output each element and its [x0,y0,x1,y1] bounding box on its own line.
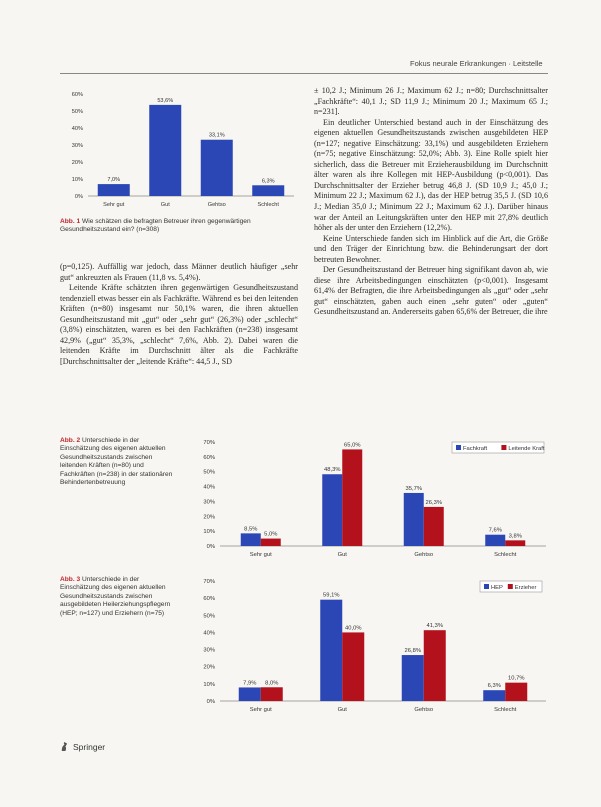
fig2-legend-swatch [501,445,506,450]
page-footer [60,741,105,752]
fig1-category-label: Gehtso [207,202,226,208]
figure-1-caption-label: Abb. 1 [60,218,81,225]
fig3-bar [505,683,527,701]
fig1-ytick-label: 50% [71,109,83,115]
fig2-bar [485,535,505,546]
fig3-data-label: 7,9% [243,680,257,687]
fig2-category-label: Schlecht [494,552,517,558]
fig2-ytick-label: 50% [203,469,215,476]
fig2-ytick-label: 0% [206,544,215,550]
fig1-data-label: 33,1% [208,132,225,139]
fig3-legend-swatch [508,584,513,589]
fig3-category-label: Sehr gut [249,707,272,713]
fig3-category-label: Gut [337,707,347,713]
fig2-category-label: Gut [337,552,347,558]
figure-2-caption-text: Unterschiede in der Einschätzung des eigenen aktuellen Gesundheitszustands zwischen leitenden Kräften (n=80) und Fachkräften (n=238) in der stationären Behindertenbetreuung [60,437,173,487]
running-header: Fokus neurale Erkrankungen · Leitstelle [410,59,543,68]
fig2-data-label: 7,6% [488,527,502,534]
figure-3-bar-chart [190,573,554,723]
figure-2-caption-label: Abb. 2 [60,437,81,444]
fig2-ytick-label: 60% [203,454,215,461]
fig3-ytick-label: 10% [203,681,215,688]
fig2-data-label: 8,5% [244,526,258,533]
fig2-ytick-label: 70% [203,440,215,446]
fig1-ytick-label: 20% [71,160,83,166]
right-text-column [314,86,548,318]
fig3-data-label: 40,0% [345,625,362,632]
fig1-category-label: Sehr gut [103,202,125,208]
fig2-bar [241,533,261,546]
fig2-data-label: 5,0% [264,531,278,538]
fig2-bar [322,474,342,546]
publisher-name: Springer [73,741,106,752]
figure-2-bar-chart [190,434,554,572]
fig2-bar [505,540,525,546]
figure-1-caption [60,218,298,235]
fig1-ytick-label: 30% [71,143,83,149]
fig3-bar [239,687,261,701]
fig2-bar [404,493,424,546]
fig3-bar [402,655,424,701]
fig2-data-label: 35,7% [405,485,422,492]
fig2-bar [424,507,444,546]
fig3-ytick-label: 60% [203,596,215,603]
fig3-bar [320,600,342,701]
fig2-legend-swatch [456,445,461,450]
fig3-ytick-label: 50% [203,613,215,620]
fig3-ytick-label: 20% [203,664,215,671]
fig1-data-label: 7,0% [107,177,121,184]
figure-3-caption-label: Abb. 3 [60,576,81,583]
fig1-ytick-label: 60% [71,92,83,98]
fig1-ytick-label: 10% [71,177,83,183]
fig3-ytick-label: 0% [206,699,215,705]
fig3-data-label: 6,3% [487,683,501,690]
fig1-bar [252,185,284,196]
figure-1-caption-text: Wie schätzen die befragten Betreuer ihren gegenwärtigen Gesundheitszustand ein? (n=308) [60,218,251,234]
fig3-legend-label: HEP [491,585,503,591]
fig3-ytick-label: 70% [203,579,215,585]
fig3-category-label: Schlecht [494,707,517,713]
fig3-ytick-label: 40% [203,630,215,637]
right-paragraph-2: Ein deutlicher Unterschied bestand auch in der Einschätzung des eigenen aktuellen Gesundheitszustands zwischen ausgebildeten HEP (n=127; negative Einschätzung: 33,1%) und ausgebildeten Erziehern (n=75; negative Einschätzung: 52,0%; Abb. 3). Eine Rolle spielt hier sicherlich, dass die Betreuer mit Erzieherausbildung im Durchschnitt älter waren als ihre Kollegen mit HEP-Ausbildung (p<0,001). Das Durchschnittsalter der Erzieher betrug 46,8 J. (SD 10,9 J.; 45,0 J.; Minimum 22 J.; Maximum 62 J.), das der HEP betrug 35,5 J. (SD 10,6 J.; Median 35,0 J.; Minimum 22 J.; Maximum 62 J.). Darüber hinaus war der Anteil an Leitungskräften unter den HEP mit 27,8% deutlich höher als der unter den Erziehern (12,2%). [314,117,548,233]
fig1-bar [201,140,233,196]
left-paragraph-2: Leitende Kräfte schätzten ihren gegenwärtigen Gesundheitszustand tendenziell etwas besser ein als Fachkräfte. Während es bei den leitenden Kräften (n=80) insgesamt nur 50,1% waren, die ihren aktuellen Gesundheitszustand mit „gut“ oder „sehr gut“ (26,3%) oder „schlecht“ (3,8%) einschätzten, waren es bei den Fachkräften (n=238) insgesamt 42,9% („gut“ 35,3%, „schlecht“ 7,6%, Abb. 2). Dabei waren die leitenden Kräfte im Durchschnitt älter als die Fachkräfte [Durchschnittsalter der „leitende Kräfte“: 44,5 J., SD [60,283,298,366]
fig3-legend-label: Erzieher [514,585,537,591]
fig1-bar [149,105,181,196]
fig3-ytick-label: 30% [203,647,215,654]
right-paragraph-3: Keine Unterschiede fanden sich im Hinblick auf die Art, die Größe und den Träger der Einrichtung bzw. die Behinderungsart der dort betreuten Bewohner. [314,233,548,264]
fig3-bar [424,630,446,701]
fig3-category-label: Gehtso [414,707,434,713]
header-rule [60,73,548,74]
fig1-ytick-label: 40% [71,126,83,132]
fig3-legend-swatch [484,584,489,589]
fig2-ytick-label: 40% [203,484,215,491]
fig3-bar [261,687,283,701]
fig3-data-label: 10,7% [508,675,525,682]
fig3-data-label: 8,0% [265,680,279,687]
figure-2-caption [60,437,178,487]
fig2-ytick-label: 30% [203,499,215,506]
fig2-category-label: Gehtso [414,552,434,558]
springer-horse-icon [60,741,69,752]
fig3-bar [483,690,505,701]
fig1-bar [98,184,130,196]
fig2-legend-label: Fachkraft [463,446,488,452]
fig3-bar [342,632,364,701]
fig2-category-label: Sehr gut [249,552,272,558]
fig3-data-label: 41,3% [426,623,443,630]
fig2-data-label: 26,3% [425,499,442,506]
fig1-ytick-label: 0% [74,194,83,200]
fig1-category-label: Schlecht [257,202,279,208]
fig2-data-label: 3,8% [508,533,522,540]
figure-1-bar-chart [58,88,298,214]
fig2-bar [342,449,362,546]
left-text-column [60,262,298,367]
fig3-data-label: 26,8% [404,648,421,655]
fig1-data-label: 6,3% [261,178,275,185]
fig2-bar [261,539,281,546]
fig2-ytick-label: 10% [203,529,215,536]
fig2-legend-label: Leitende Kraft [508,446,545,452]
figure-3-caption-text: Unterschiede in der Einschätzung des eigenen aktuellen Gesundheitszustands zwischen ausgebildeten Heilerziehungspflegern (HEP; n=127) und Erziehern (n=75) [60,576,171,617]
right-paragraph-1: ± 10,2 J.; Minimum 26 J.; Maximum 62 J.; n=80; Durchschnittsalter „Fachkräfte“: 40,1 J.; SD 11,9 J.; Minimum 20 J.; Maximum 65 J.; n=231]. [314,86,548,117]
fig1-data-label: 53,6% [157,97,174,104]
fig2-ytick-label: 20% [203,514,215,521]
fig2-data-label: 48,3% [324,467,341,474]
left-paragraph-1: (p=0,125). Auffällig war jedoch, dass Männer deutlich häufiger „sehr gut“ ankreuzten als Frauen (11,8 vs. 5,4%). [60,262,298,282]
fig2-data-label: 65,0% [344,442,361,449]
fig1-category-label: Gut [160,202,170,208]
right-paragraph-4: Der Gesundheitszustand der Betreuer hing signifikant davon ab, wie diese ihre Arbeitsbedingungen einschätzten (p<0,001). Insgesamt 61,4% der Befragten, die ihre Arbeitsbedingungen als „gut“ oder „sehr gut“ einschätzten, gaben auch einen „sehr guten“ oder „guten“ Gesundheitszustand an. Andererseits gaben 65,6% der Betreuer, die ihre [314,265,548,317]
figure-3-caption [60,576,178,618]
fig3-data-label: 59,1% [323,592,340,599]
